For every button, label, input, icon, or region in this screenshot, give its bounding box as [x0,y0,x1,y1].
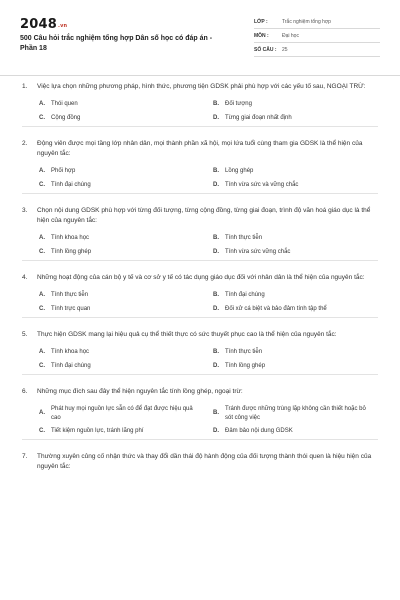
question-item [22,452,378,472]
question-number: 3. [22,207,28,214]
question-text [22,330,378,340]
question-item [22,330,378,369]
question-number: 6. [22,388,28,395]
question-text [22,82,378,92]
option-letter: D. [213,363,219,369]
meta-count-row [254,45,380,57]
meta-label: MÔN : [254,33,269,39]
question-body: Chọn nội dung GDSK phù hợp với từng đối tượng, từng cộng đồng, từng giai đoạn, trình độ văn hoá giáo dục là thể hiện của nguyên tắc: [37,207,371,224]
option-letter: D. [213,428,219,434]
question-body: Những hoạt động của cán bộ y tế và cơ sở y tế có tác dụng giáo dục đối với nhân dân là thể hiện của nguyên tắc: [37,274,365,281]
option-text: Tính vừa sức vững chắc [225,249,291,255]
option-text: Tính đại chúng [225,292,265,298]
option-text: Thói quen [51,101,78,107]
question-number: 7. [22,453,28,460]
option-text: Đối tượng [225,101,252,107]
question-divider [22,126,378,127]
meta-subject-row [254,31,380,43]
option-text: Lồng ghép [225,168,254,174]
question-text [22,139,378,159]
question-item [22,139,378,188]
option-text: Tính vừa sức và vững chắc [225,182,299,188]
option-text: Tính thực tiễn [225,235,263,241]
meta-value: Trắc nghiệm tổng hợp [282,19,331,25]
option-letter: C. [39,182,45,188]
option-text: Đảm bảo nội dung GDSK [225,428,293,434]
meta-class-row [254,17,380,29]
option-text: Cộng đồng [51,115,81,121]
option-letter: C. [39,306,45,312]
question-text [22,387,378,397]
option-text: Tránh được những trùng lặp không cần thiết hoặc bỏ sót công việc [225,406,366,421]
meta-value: Đại học [282,33,299,39]
option-text: Tính thực tiễn [225,349,263,355]
logo-tld: .vn [57,23,68,29]
option-letter: B. [213,235,219,241]
option-letter: C. [39,363,45,369]
question-divider [22,374,378,375]
option-letter: A. [39,292,45,298]
logo-text: 2048 [20,17,57,32]
option-letter: D. [213,249,219,255]
meta-value: 25 [282,47,288,53]
question-body: Động viên được mọi tầng lớp nhân dân, mọi thành phần xã hội, mọi lứa tuổi cùng tham gia GDSK là thể hiện của nguyên tắc: [37,140,363,157]
document-header [0,0,400,76]
option-letter: A. [39,235,45,241]
option-text: Tính lồng ghép [225,363,266,369]
option-text: Tính thực tiễn [51,292,89,298]
option-text: Tiết kiệm nguồn lực, tránh lãng phí [51,428,144,434]
question-body: Thực hiện GDSK mang lại hiệu quả cụ thể thiết thực có sức thuyết phục cao là thể hiện của nguyên tắc: [37,331,337,338]
option-letter: B. [213,101,219,107]
option-letter: B. [213,349,219,355]
option-text: Phối hợp [51,168,76,174]
question-item [22,82,378,121]
option-text: Đối xử cá biệt và bảo đảm tính tập thể [225,306,327,312]
meta-label: LỚP : [254,19,268,25]
question-text [22,206,378,226]
question-number: 4. [22,274,28,281]
question-body: Việc lựa chọn những phương pháp, hình thức, phương tiện GDSK phải phù hợp với các yếu tố sau, NGOẠI TRỪ: [37,83,366,90]
question-divider [22,193,378,194]
option-letter: D. [213,115,219,121]
option-letter: C. [39,115,45,121]
option-letter: D. [213,306,219,312]
options-grid [22,348,378,369]
question-item [22,387,378,434]
option-letter: B. [213,292,219,298]
question-text [22,273,378,283]
options-grid [22,167,378,188]
option-text: Từng giai đoạn nhất định [225,115,292,121]
option-text: Tính đại chúng [51,182,91,188]
question-list [22,82,378,472]
option-letter: B. [213,410,219,416]
option-letter: A. [39,349,45,355]
question-text [22,452,378,472]
document-title: 500 Câu hỏi trắc nghiệm tổng hợp Dân số học có đáp án - Phần 18 [20,35,213,52]
options-grid [22,234,378,255]
option-text: Tính trực quan [51,306,91,312]
question-divider [22,439,378,440]
question-divider [22,260,378,261]
site-logo[interactable] [20,17,67,32]
meta-label: SỐ CÂU : [254,47,277,53]
question-number: 2. [22,140,28,147]
option-letter: C. [39,428,45,434]
option-text: Tính lồng ghép [51,249,92,255]
question-item [22,273,378,312]
option-letter: A. [39,410,45,416]
options-grid [22,405,378,434]
option-text: Phát huy mọi nguồn lực sẵn có để đạt được hiệu quả cao [51,406,193,421]
question-number: 1. [22,83,28,90]
question-number: 5. [22,331,28,338]
option-letter: D. [213,182,219,188]
option-letter: A. [39,101,45,107]
option-letter: A. [39,168,45,174]
question-body: Những mục đích sau đây thể hiện nguyên tắc tính lồng ghép, ngoại trừ: [37,388,243,395]
option-text: Tính khoa học [51,235,90,241]
option-letter: B. [213,168,219,174]
option-letter: C. [39,249,45,255]
question-item [22,206,378,255]
options-grid [22,291,378,312]
option-text: Tính đại chúng [51,363,91,369]
option-text: Tính khoa học [51,349,90,355]
question-divider [22,317,378,318]
question-body: Thường xuyên củng cố nhận thức và thay đổi dần thái độ hành động của đối tượng thành thói quen là hiệu hiện của nguyên tắc: [37,453,372,470]
options-grid [22,100,378,121]
